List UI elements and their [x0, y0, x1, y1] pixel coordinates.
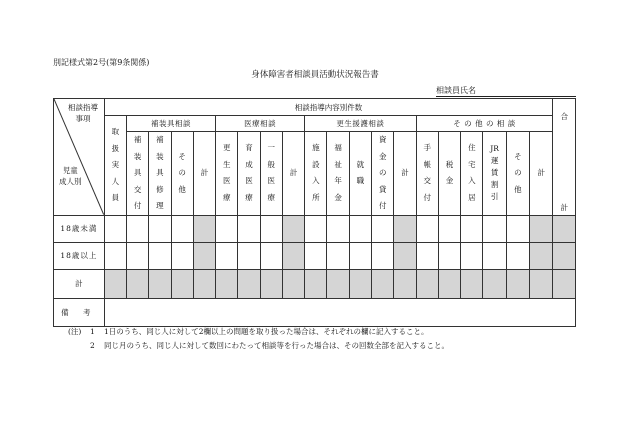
- col-header-actual-persons: 取扱実人員: [104, 116, 126, 216]
- data-cell-shaded: [238, 269, 260, 298]
- table-row: [54, 215, 576, 242]
- data-cell-shaded: [260, 269, 282, 298]
- data-cell-shaded: [282, 269, 304, 298]
- data-cell-shaded: [483, 269, 506, 298]
- col-header-medical-subtotal: 計: [282, 132, 304, 216]
- group-header-prosthetics: 補装具相談: [126, 116, 215, 132]
- data-cell-shaded: [149, 269, 171, 298]
- data-cell-shaded: [104, 269, 126, 298]
- data-cell[interactable]: [461, 215, 483, 242]
- data-cell[interactable]: [171, 215, 193, 242]
- col-header-tax: 税金: [438, 132, 460, 216]
- data-cell-shaded: [282, 242, 304, 269]
- data-cell[interactable]: [438, 242, 460, 269]
- col-header-employment: 就職: [349, 132, 371, 216]
- data-cell-shaded: [394, 269, 416, 298]
- data-cell[interactable]: [149, 242, 171, 269]
- data-cell[interactable]: [327, 215, 349, 242]
- note-number: 1: [90, 327, 95, 336]
- col-header-welfare-pension: 福祉年金: [327, 132, 349, 216]
- data-cell-shaded: [438, 269, 460, 298]
- data-cell-shaded: [530, 242, 553, 269]
- row-label-over-18: 18歳以上: [54, 242, 105, 269]
- col-header-prosthetic-other: その他: [171, 132, 193, 216]
- col-header-housing: 住宅入居: [461, 132, 483, 216]
- document-title: 身体障害者相談員活動状況報告書: [251, 70, 379, 80]
- col-header-prosthetic-repair: 補装具修理: [149, 132, 171, 216]
- data-cell[interactable]: [483, 242, 506, 269]
- corner-label-age-line1: 児童: [62, 166, 78, 175]
- corner-label-age-line2: 成人別: [59, 177, 82, 186]
- col-header-other-subtotal: 計: [530, 132, 553, 216]
- data-cell-shaded: [216, 269, 238, 298]
- data-cell-shaded: [126, 269, 148, 298]
- note-text: 同じ月のうち、同じ人に対して数回にわたって相談等を行った場合は、その回数全部を記入すること。: [104, 341, 449, 350]
- data-cell-shaded: [506, 269, 529, 298]
- data-cell-shaded: [282, 215, 304, 242]
- staff-name-label: 相談員氏名: [436, 86, 476, 95]
- data-cell[interactable]: [327, 242, 349, 269]
- note-number: 2: [90, 341, 95, 350]
- table-row-remarks: [54, 298, 576, 326]
- data-cell-shaded: [193, 242, 215, 269]
- data-cell[interactable]: [438, 215, 460, 242]
- data-cell[interactable]: [104, 242, 126, 269]
- data-cell-shaded: [193, 215, 215, 242]
- data-cell-shaded: [553, 215, 576, 242]
- data-cell[interactable]: [216, 215, 238, 242]
- data-cell-shaded: [305, 269, 327, 298]
- col-header-prosthetic-subtotal: 計: [193, 132, 215, 216]
- consultation-count-header: 相談指導内容別件数: [104, 99, 553, 116]
- grand-total-header: [553, 99, 576, 216]
- data-cell-shaded: [530, 215, 553, 242]
- col-header-rehab-medical: 更生医療: [216, 132, 238, 216]
- data-cell[interactable]: [305, 215, 327, 242]
- col-header-general-medical: 一般医療: [260, 132, 282, 216]
- corner-label-item-line1: 相談指導: [68, 103, 98, 112]
- note-item-1: [68, 325, 449, 339]
- data-cell[interactable]: [238, 215, 260, 242]
- data-cell[interactable]: [416, 215, 438, 242]
- data-cell-shaded: [530, 269, 553, 298]
- data-cell[interactable]: [506, 215, 529, 242]
- row-label-total: 計: [54, 269, 105, 298]
- data-cell[interactable]: [461, 242, 483, 269]
- group-header-rehabilitation: 更生援護相談: [305, 116, 416, 132]
- notes-prefix: (注): [68, 327, 82, 336]
- note-text: 1日のうち、同じ人に対して2欄以上の問題を取り扱った場合は、それぞれの欄に記入すること。: [104, 327, 429, 336]
- data-cell[interactable]: [260, 215, 282, 242]
- data-cell[interactable]: [126, 215, 148, 242]
- data-cell-shaded: [394, 242, 416, 269]
- data-cell[interactable]: [372, 242, 394, 269]
- data-cell-shaded: [349, 269, 371, 298]
- data-cell[interactable]: [416, 242, 438, 269]
- col-header-handbook-issue: 手帳交付: [416, 132, 438, 216]
- grand-total-label-top: 合: [560, 112, 568, 121]
- notes-section: [68, 325, 449, 353]
- data-cell-shaded: [372, 269, 394, 298]
- table-row-total: [54, 269, 576, 298]
- header-corner-cell: [54, 99, 105, 216]
- data-cell[interactable]: [260, 242, 282, 269]
- data-cell[interactable]: [372, 215, 394, 242]
- col-header-jr-fare-discount: JR運賃割引: [483, 132, 506, 216]
- data-cell-shaded: [553, 242, 576, 269]
- data-cell-shaded: [461, 269, 483, 298]
- group-header-medical: 医療相談: [216, 116, 305, 132]
- data-cell[interactable]: [349, 215, 371, 242]
- data-cell-shaded: [193, 269, 215, 298]
- data-cell-shaded: [394, 215, 416, 242]
- data-cell[interactable]: [305, 242, 327, 269]
- form-number: 別記様式第2号(第9条関係): [53, 58, 150, 67]
- grand-total-label-bottom: 計: [560, 203, 568, 212]
- remarks-field[interactable]: [104, 298, 575, 326]
- corner-label-item-line2: 事項: [75, 114, 91, 123]
- data-cell-shaded: [171, 269, 193, 298]
- data-cell[interactable]: [216, 242, 238, 269]
- data-cell[interactable]: [506, 242, 529, 269]
- data-cell-shaded: [416, 269, 438, 298]
- table-row: [54, 242, 576, 269]
- col-header-rehab-subtotal: 計: [394, 132, 416, 216]
- data-cell[interactable]: [126, 242, 148, 269]
- staff-name-field[interactable]: [436, 96, 576, 97]
- group-header-other: そ の 他 の 相 談: [416, 116, 553, 132]
- data-cell[interactable]: [149, 215, 171, 242]
- col-header-nurturing-medical: 育成医療: [238, 132, 260, 216]
- col-header-fund-loan: 資金の貸付: [372, 132, 394, 216]
- data-cell[interactable]: [349, 242, 371, 269]
- data-cell-shaded: [553, 269, 576, 298]
- data-cell-shaded: [327, 269, 349, 298]
- col-header-other-other: その他: [506, 132, 529, 216]
- row-label-under-18: 18歳未満: [54, 215, 105, 242]
- col-header-facility-admission: 施設入所: [305, 132, 327, 216]
- data-cell[interactable]: [483, 215, 506, 242]
- data-cell[interactable]: [171, 242, 193, 269]
- col-header-prosthetic-issue: 補装具交付: [126, 132, 148, 216]
- activity-report-table: [53, 98, 576, 327]
- data-cell[interactable]: [104, 215, 126, 242]
- note-item-2: [68, 339, 449, 353]
- row-label-remarks: 備 考: [54, 298, 105, 326]
- data-cell[interactable]: [238, 242, 260, 269]
